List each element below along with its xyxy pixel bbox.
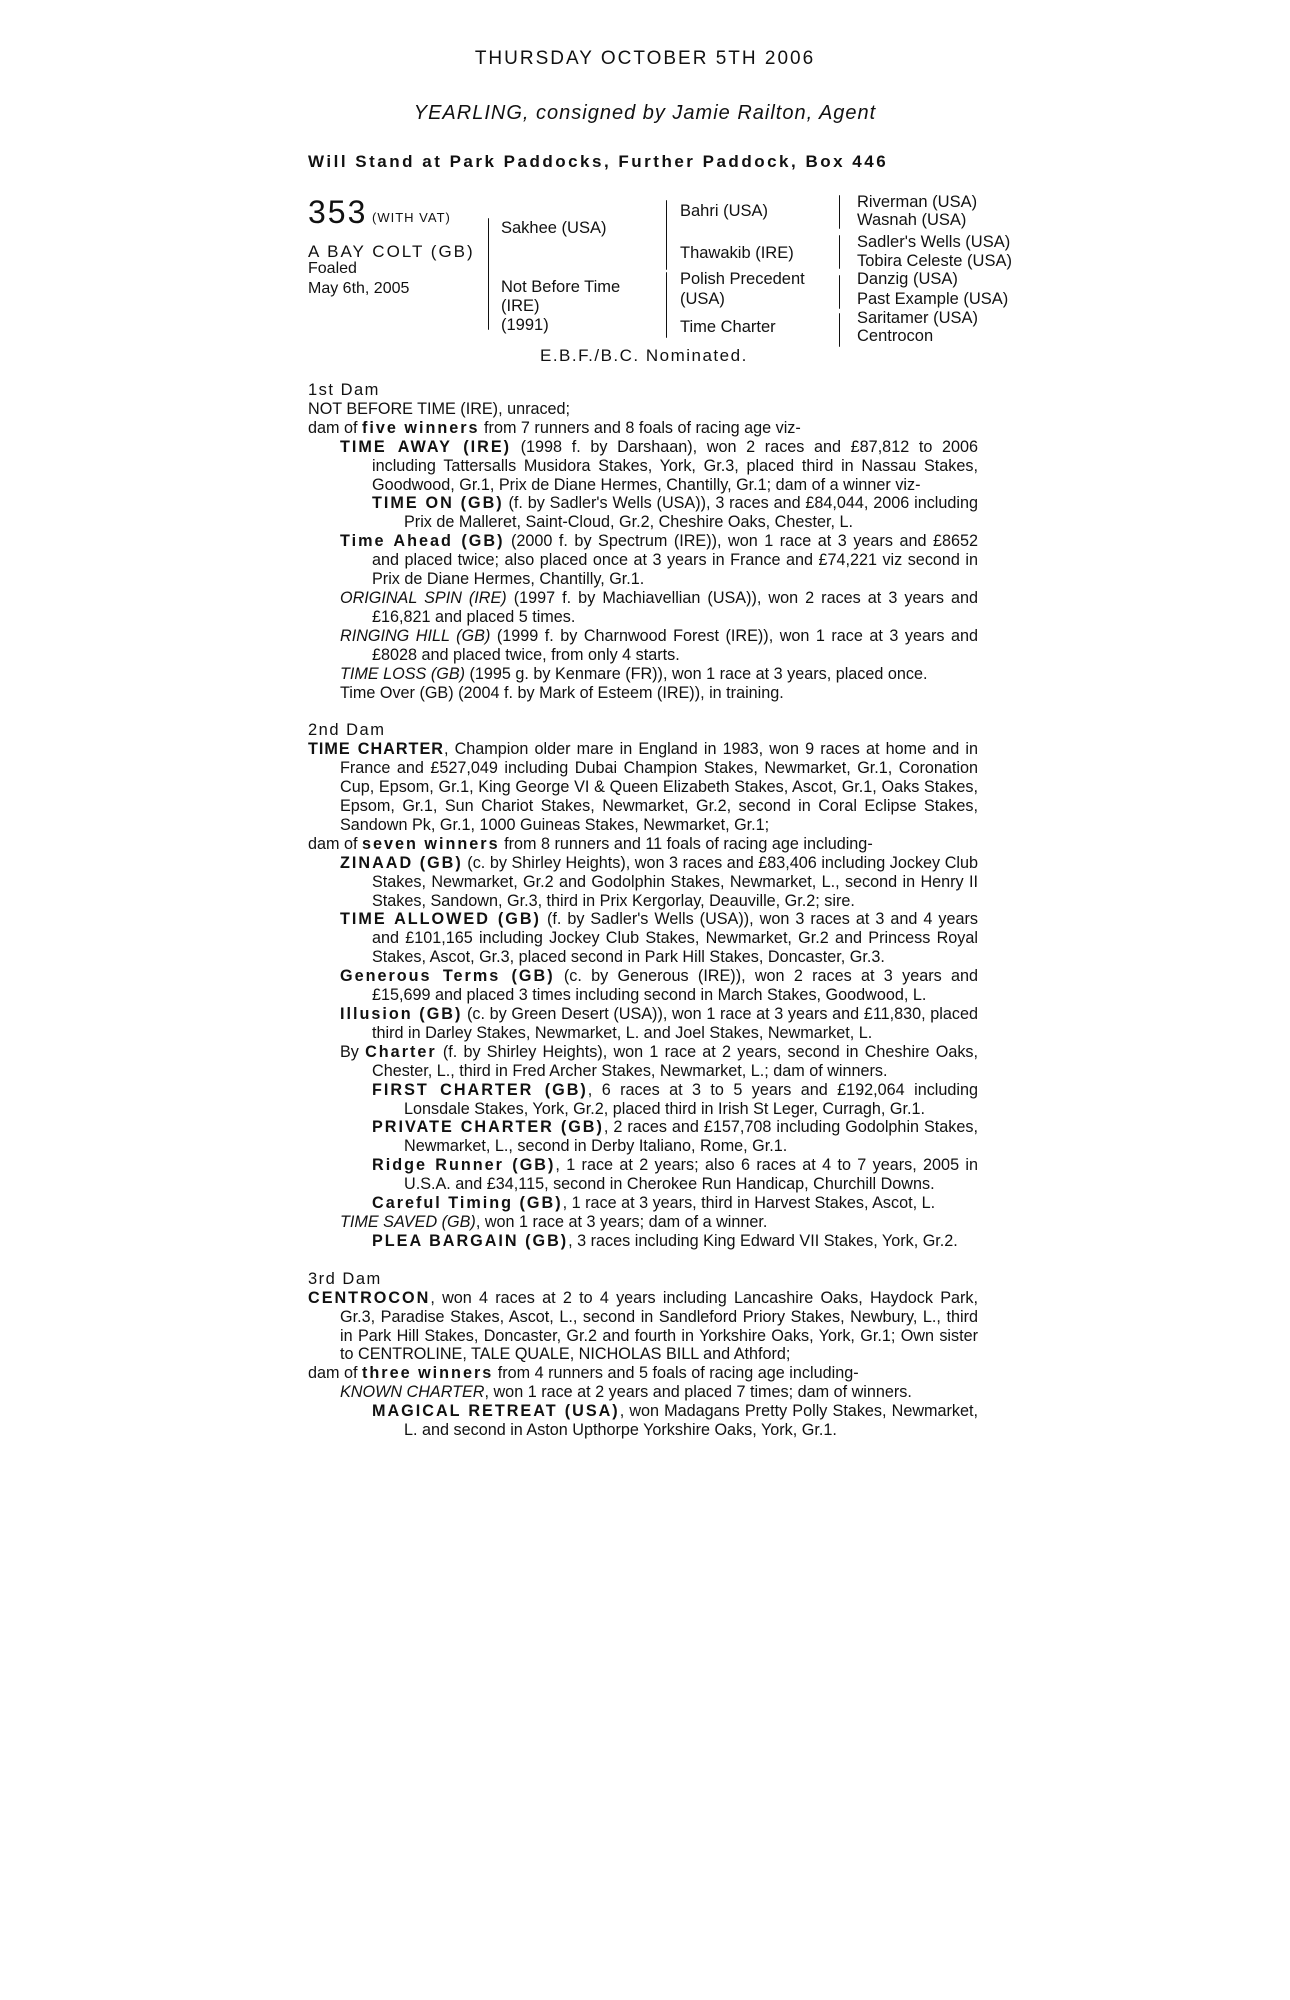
pedigree-sire-sire: Bahri (USA) bbox=[680, 202, 769, 220]
produce-entry: PRIVATE CHARTER (GB), 2 races and £157,708 including Godolphin Stakes, Newmarket, L., second in Derby Italiano, Rome, Gr.1. bbox=[372, 1118, 978, 1156]
pedigree-dam-dam: Time Charter bbox=[680, 318, 776, 336]
produce-entry: KNOWN CHARTER, won 1 race at 2 years and placed 7 times; dam of winners. bbox=[340, 1383, 912, 1402]
pedigree-gen3-7: Saritamer (USA) bbox=[857, 309, 979, 327]
pedigree-gen3-1: Riverman (USA) bbox=[857, 193, 978, 211]
pedigree-dam-line1: Not Before Time bbox=[501, 278, 621, 296]
produce-entry: Illusion (GB) (c. by Green Desert (USA)), won 1 race at 3 years and £11,830, placed third in Darley Stakes, Newmarket, L. and Joel Stakes, Newmarket, L. bbox=[340, 1005, 978, 1042]
pedigree-brace bbox=[839, 313, 840, 347]
sale-date: THURSDAY OCTOBER 5TH 2006 bbox=[474, 48, 816, 69]
stabling-location: Will Stand at Park Paddocks, Further Paddock, Box 446 bbox=[308, 152, 889, 171]
pedigree-gen3-6: Past Example (USA) bbox=[857, 290, 1009, 308]
produce-entry: Ridge Runner (GB), 1 race at 2 years; also 6 races at 4 to 7 years, 2005 in U.S.A. and £34,115, second in Cherokee Run Handicap, Churchill Downs. bbox=[372, 1156, 979, 1194]
vat-note: (WITH VAT) bbox=[372, 210, 451, 225]
nomination-note: E.B.F./B.C. Nominated. bbox=[540, 346, 748, 365]
produce-entry: Generous Terms (GB) (c. by Generous (IRE)), won 2 races at 3 years and £15,699 and placed 3 times including second in March Stakes, Goodwood, L. bbox=[340, 967, 978, 1005]
produce-entry: Time Over (GB) (2004 f. by Mark of Esteem (IRE)), in training. bbox=[340, 683, 784, 702]
produce-entry: ZINAAD (GB) (c. by Shirley Heights), won 3 races and £83,406 including Jockey Club Stakes, Newmarket, Gr.2 and Godolphin Stakes, Newmarket, L., second in Henry II Stakes, Sandown, Gr.3, third in Prix Kergorlay, Deauville, Gr.2; sire. bbox=[340, 853, 978, 910]
produce-entry: Time Ahead (GB) (2000 f. by Spectrum (IRE)), won 1 race at 3 years and £8652 and placed twice; also placed once at 3 years in France and £74,221 viz second in Prix de Diane Hermes, Chantilly, Gr.1. bbox=[340, 532, 978, 589]
third-dam-heading: 3rd Dam bbox=[308, 1269, 382, 1288]
third-dam-summary: dam of three winners from 4 runners and 5 foals of racing age including- bbox=[308, 1364, 859, 1383]
produce-entry: FIRST CHARTER (GB), 6 races at 3 to 5 years and £192,064 including Lonsdale Stakes, York, Gr.2, placed third in Irish St Leger, Curragh, Gr.1. bbox=[372, 1080, 978, 1118]
produce-entry: ORIGINAL SPIN (IRE) (1997 f. by Machiavellian (USA)), won 2 races at 3 years and £16,821 and placed 5 times. bbox=[340, 588, 978, 626]
first-dam-summary: dam of five winners from 7 runners and 8 foals of racing age viz- bbox=[308, 418, 801, 437]
produce-entry: TIME AWAY (IRE) (1998 f. by Darshaan), won 2 races and £87,812 to 2006 including Tattersalls Musidora Stakes, York, Gr.3, placed third in Nassau Stakes, Goodwood, Gr.1, Prix de Diane Hermes, Chantilly, Gr.1; dam of a winner viz- bbox=[340, 437, 978, 494]
second-dam-summary: dam of seven winners from 8 runners and 11 foals of racing age including- bbox=[308, 834, 873, 853]
catalogue-body bbox=[308, 381, 978, 1440]
consignor-line: YEARLING, consigned by Jamie Railton, Agent bbox=[413, 102, 877, 124]
pedigree-brace bbox=[839, 195, 840, 229]
pedigree-gen3-8: Centrocon bbox=[857, 327, 934, 345]
pedigree-dam-line3: (1991) bbox=[501, 316, 549, 334]
pedigree-brace bbox=[666, 272, 667, 338]
pedigree-gen3-4: Tobira Celeste (USA) bbox=[857, 252, 1012, 270]
foaled-label: Foaled bbox=[308, 260, 357, 277]
pedigree-brace bbox=[839, 275, 840, 309]
pedigree-dam-line2: (IRE) bbox=[501, 297, 540, 315]
produce-entry: PLEA BARGAIN (GB), 3 races including King Edward VII Stakes, York, Gr.2. bbox=[372, 1231, 958, 1250]
pedigree-gen3-3: Sadler's Wells (USA) bbox=[857, 233, 1011, 251]
pedigree-dam-sire-line1: Polish Precedent bbox=[680, 270, 805, 288]
produce-entry: MAGICAL RETREAT (USA), won Madagans Pretty Polly Stakes, Newmarket, L. and second in Aston Upthorpe Yorkshire Oaks, York, Gr.1. bbox=[372, 1402, 978, 1440]
produce-entry: RINGING HILL (GB) (1999 f. by Charnwood Forest (IRE)), won 1 race at 3 years and £8028 and placed twice, from only 4 starts. bbox=[340, 626, 979, 664]
produce-entry: TIME LOSS (GB) (1995 g. by Kenmare (FR)), won 1 race at 3 years, placed once. bbox=[340, 664, 928, 683]
pedigree-gen3-2: Wasnah (USA) bbox=[857, 211, 967, 229]
second-dam-heading: 2nd Dam bbox=[308, 721, 386, 740]
pedigree-brace bbox=[488, 218, 489, 330]
foaled-date: May 6th, 2005 bbox=[308, 280, 410, 297]
pedigree-gen3-5: Danzig (USA) bbox=[857, 270, 958, 288]
first-dam-name: NOT BEFORE TIME (IRE), unraced; bbox=[308, 399, 571, 418]
lot-description: A BAY COLT (GB) bbox=[308, 242, 475, 261]
produce-entry: By Charter (f. by Shirley Heights), won 1 race at 2 years, second in Cheshire Oaks, Chester, L., third in Fred Archer Stakes, Newmarket, L.; dam of winners. bbox=[340, 1042, 979, 1080]
pedigree-sire: Sakhee (USA) bbox=[501, 219, 607, 237]
pedigree-sire-dam: Thawakib (IRE) bbox=[680, 244, 794, 262]
pedigree-brace bbox=[666, 200, 667, 270]
produce-entry: TIME ALLOWED (GB) (f. by Sadler's Wells (USA)), won 3 races at 3 and 4 years and £101,165 including Jockey Club Stakes, Newmarket, Gr.2 and Princess Royal Stakes, Ascot, Gr.3, placed second in Park Hill Stakes, Doncaster, Gr.3. bbox=[340, 910, 978, 967]
produce-entry: Careful Timing (GB), 1 race at 3 years, third in Harvest Stakes, Ascot, L. bbox=[372, 1194, 936, 1213]
third-dam-record: CENTROCON, won 4 races at 2 to 4 years including Lancashire Oaks, Haydock Park, Gr.3, Paradise Stakes, Ascot, L., second in Sandleford Priory Stakes, Newbury, L., third in Park Hill Stakes, Doncaster, Gr.2 and fourth in Yorkshire Oaks, York, Gr.1; Own sister to CENTROLINE, TALE QUALE, NICHOLAS BILL and Athford; bbox=[308, 1288, 978, 1364]
pedigree-brace bbox=[839, 235, 840, 269]
lot-number: 353 bbox=[308, 194, 368, 230]
pedigree-dam-sire-line2: (USA) bbox=[680, 290, 725, 308]
first-dam-heading: 1st Dam bbox=[308, 381, 380, 399]
produce-entry: TIME ON (GB) (f. by Sadler's Wells (USA)), 3 races and £84,044, 2006 including Prix de Malleret, Saint-Cloud, Gr.2, Cheshire Oaks, Chester, L. bbox=[372, 494, 978, 532]
second-dam-record: TIME CHARTER, Champion older mare in England in 1983, won 9 races at home and in France and £527,049 including Dubai Champion Stakes, Newmarket, Gr.1, Coronation Cup, Epsom, Gr.1, King George VI & Queen Elizabeth Stakes, Ascot, Gr.1, Oaks Stakes, Epsom, Gr.1, Sun Chariot Stakes, Newmarket, Gr.2, second in Coral Eclipse Stakes, Sandown Pk, Gr.1, 1000 Guineas Stakes, Newmarket, Gr.1; bbox=[308, 740, 978, 834]
produce-entry: TIME SAVED (GB), won 1 race at 3 years; dam of a winner. bbox=[340, 1212, 768, 1231]
